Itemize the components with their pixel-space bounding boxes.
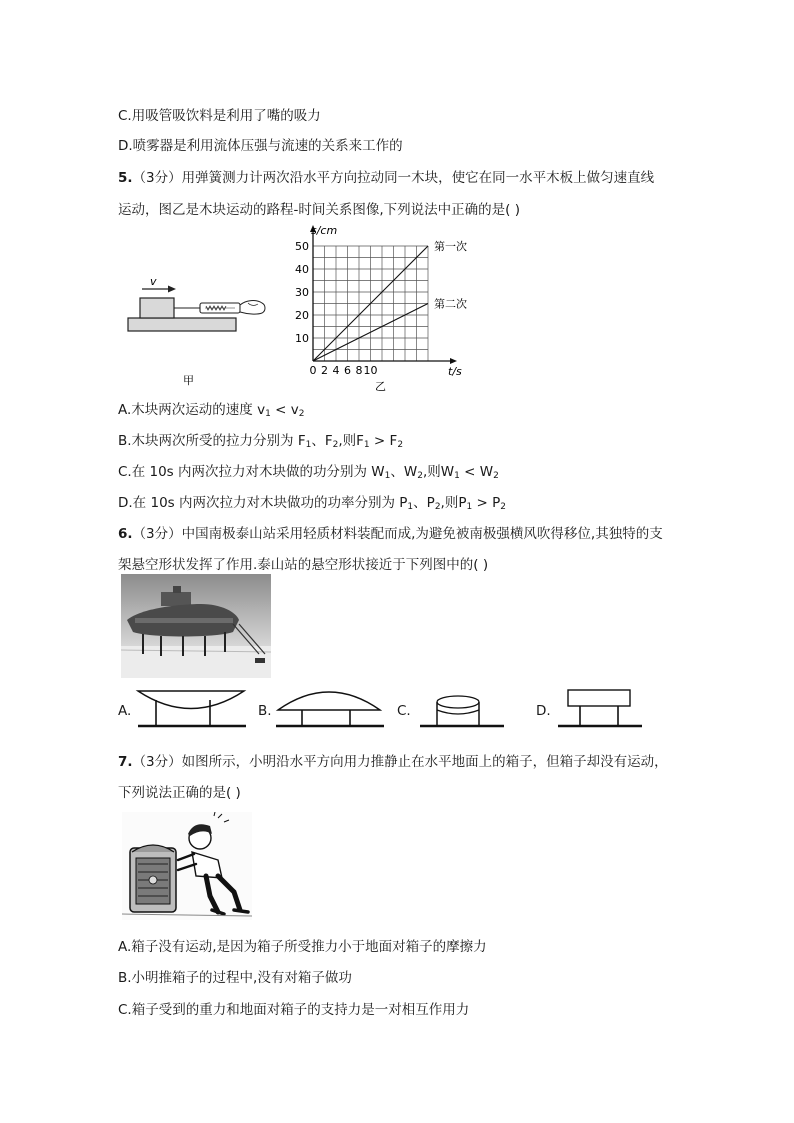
subscript: 2 (417, 471, 423, 481)
option-d-shape (554, 686, 646, 732)
q5-option-b-text: B.木块两次所受的拉力分别为 F (118, 433, 306, 449)
taishan-station-photo (121, 574, 271, 678)
x-tick-label: 4 (332, 364, 340, 377)
hand-icon (240, 301, 265, 315)
chart-labels (295, 224, 467, 392)
q6-stem-line1 (118, 522, 663, 542)
q6-stem-line2: 架悬空形状发挥了作用.泰山站的悬空形状接近于下列图中的( ) (118, 557, 489, 573)
y-axis-label: s/cm (311, 224, 338, 237)
spring-scale (200, 303, 240, 313)
wooden-board (128, 318, 236, 331)
subscript: 2 (434, 502, 441, 512)
q6-option-d-label: D. (536, 703, 551, 719)
box-icon (130, 845, 176, 912)
option-a-shape (134, 688, 250, 732)
q5-option-d-text4: > P (472, 495, 501, 511)
figure-yi-label: 乙 (375, 380, 386, 392)
q6-points: （3分） (132, 526, 182, 542)
q7-option-b: B.小明推箱子的过程中,没有对箱子做功 (118, 970, 352, 986)
x-tick-label: 8 (355, 364, 363, 377)
boy-pushing-box-illustration (122, 812, 252, 920)
y-tick-label: 50 (295, 240, 309, 253)
q5-option-c-text3: ,则W (422, 464, 455, 480)
series-label: 第二次 (434, 297, 467, 311)
q6-option-c-label: C. (397, 703, 411, 719)
q5-option-b-text2: 、F (311, 433, 333, 449)
subscript: 1 (466, 502, 473, 512)
q7-option-a: A.箱子没有运动,是因为箱子所受推力小于地面对箱子的摩擦力 (118, 939, 487, 955)
figure-jia (120, 272, 270, 392)
figure-jia-label: 甲 (183, 374, 194, 387)
subscript: 2 (493, 471, 499, 481)
q5-option-c-text2: 、W (390, 464, 418, 480)
x-tick-label: 10 (363, 364, 378, 377)
q5-option-b (118, 429, 403, 450)
subscript: 2 (500, 502, 506, 512)
q5-option-c-text4: < W (459, 464, 494, 480)
q5-option-a-text2: < v (270, 402, 299, 418)
q4-option-c: C.用吸管吸饮料是利用了嘴的吸力 (118, 108, 321, 124)
y-tick-label: 10 (295, 332, 309, 345)
q6-option-a-label: A. (118, 703, 132, 719)
q6-number: 6. (118, 526, 133, 542)
q5-option-b-text3: ,则F (338, 433, 364, 449)
q7-option-c: C.箱子受到的重力和地面对箱子的支持力是一对相互作用力 (118, 1002, 470, 1018)
subscript: 1 (305, 440, 312, 450)
subscript: 1 (407, 502, 414, 512)
x-tick-label: 0 (309, 364, 317, 377)
y-tick-label: 20 (295, 309, 309, 322)
x-axis-arrow (450, 358, 457, 364)
q5-option-b-text4: > F (369, 433, 398, 449)
q7-stem-text1: 如图所示，小明沿水平方向用力推静止在水平地面上的箱子，但箱子却没有运动， (181, 754, 668, 770)
q5-option-d (118, 491, 506, 512)
velocity-label: v (150, 275, 157, 288)
q6-stem-text1: 中国南极泰山站采用轻质材料装配而成,为避免被南极强横风吹得移位,其独特的支 (181, 526, 663, 542)
option-b-shape (272, 684, 386, 732)
q5-stem-line2: 运动，图乙是木块运动的路程-时间关系图像,下列说法中正确的是( ) (118, 202, 520, 218)
subscript: 1 (454, 471, 460, 481)
q5-stem-text1: 用弹簧测力计两次沿水平方向拉动同一木块，使它在同一水平木板上做匀速直线 (181, 170, 655, 186)
subscript: 2 (332, 440, 339, 450)
q5-option-c (118, 460, 499, 481)
q5-option-a-text: A.木块两次运动的速度 v (118, 402, 266, 418)
q7-stem-line1 (118, 750, 668, 770)
q5-option-d-text2: 、P (413, 495, 435, 511)
subscript: 1 (384, 471, 391, 481)
q7-stem-line2: 下列说法正确的是( ) (118, 785, 241, 801)
q7-points: （3分） (132, 754, 182, 770)
subscript: 2 (397, 440, 404, 450)
option-c-shape (418, 688, 510, 732)
q5-stem-line1 (118, 166, 654, 186)
y-tick-label: 30 (295, 286, 309, 299)
q6-option-b-label: B. (258, 703, 272, 719)
velocity-arrow (142, 286, 176, 293)
wooden-block (140, 298, 174, 318)
q5-number: 5. (118, 170, 133, 186)
q7-number: 7. (118, 754, 133, 770)
q5-option-c-text: C.在 10s 内两次拉力对木块做的功分别为 W (118, 464, 385, 480)
q5-option-d-text3: ,则P (440, 495, 467, 511)
y-tick-label: 40 (295, 263, 309, 276)
q5-option-a (118, 398, 304, 419)
figure-yi-chart (290, 220, 500, 392)
x-tick-label: 2 (321, 364, 328, 377)
subscript: 1 (265, 409, 271, 419)
subscript: 1 (363, 440, 370, 450)
q4-option-d: D.喷雾器是利用流体压强与流速的关系来工作的 (118, 138, 403, 154)
subscript: 2 (298, 409, 305, 419)
x-tick-label: 6 (344, 364, 351, 377)
series-label: 第一次 (434, 240, 467, 253)
q5-points: （3分） (132, 170, 182, 186)
x-axis-label: t/s (448, 365, 462, 378)
q5-option-d-text: D.在 10s 内两次拉力对木块做功的功率分别为 P (118, 495, 408, 511)
